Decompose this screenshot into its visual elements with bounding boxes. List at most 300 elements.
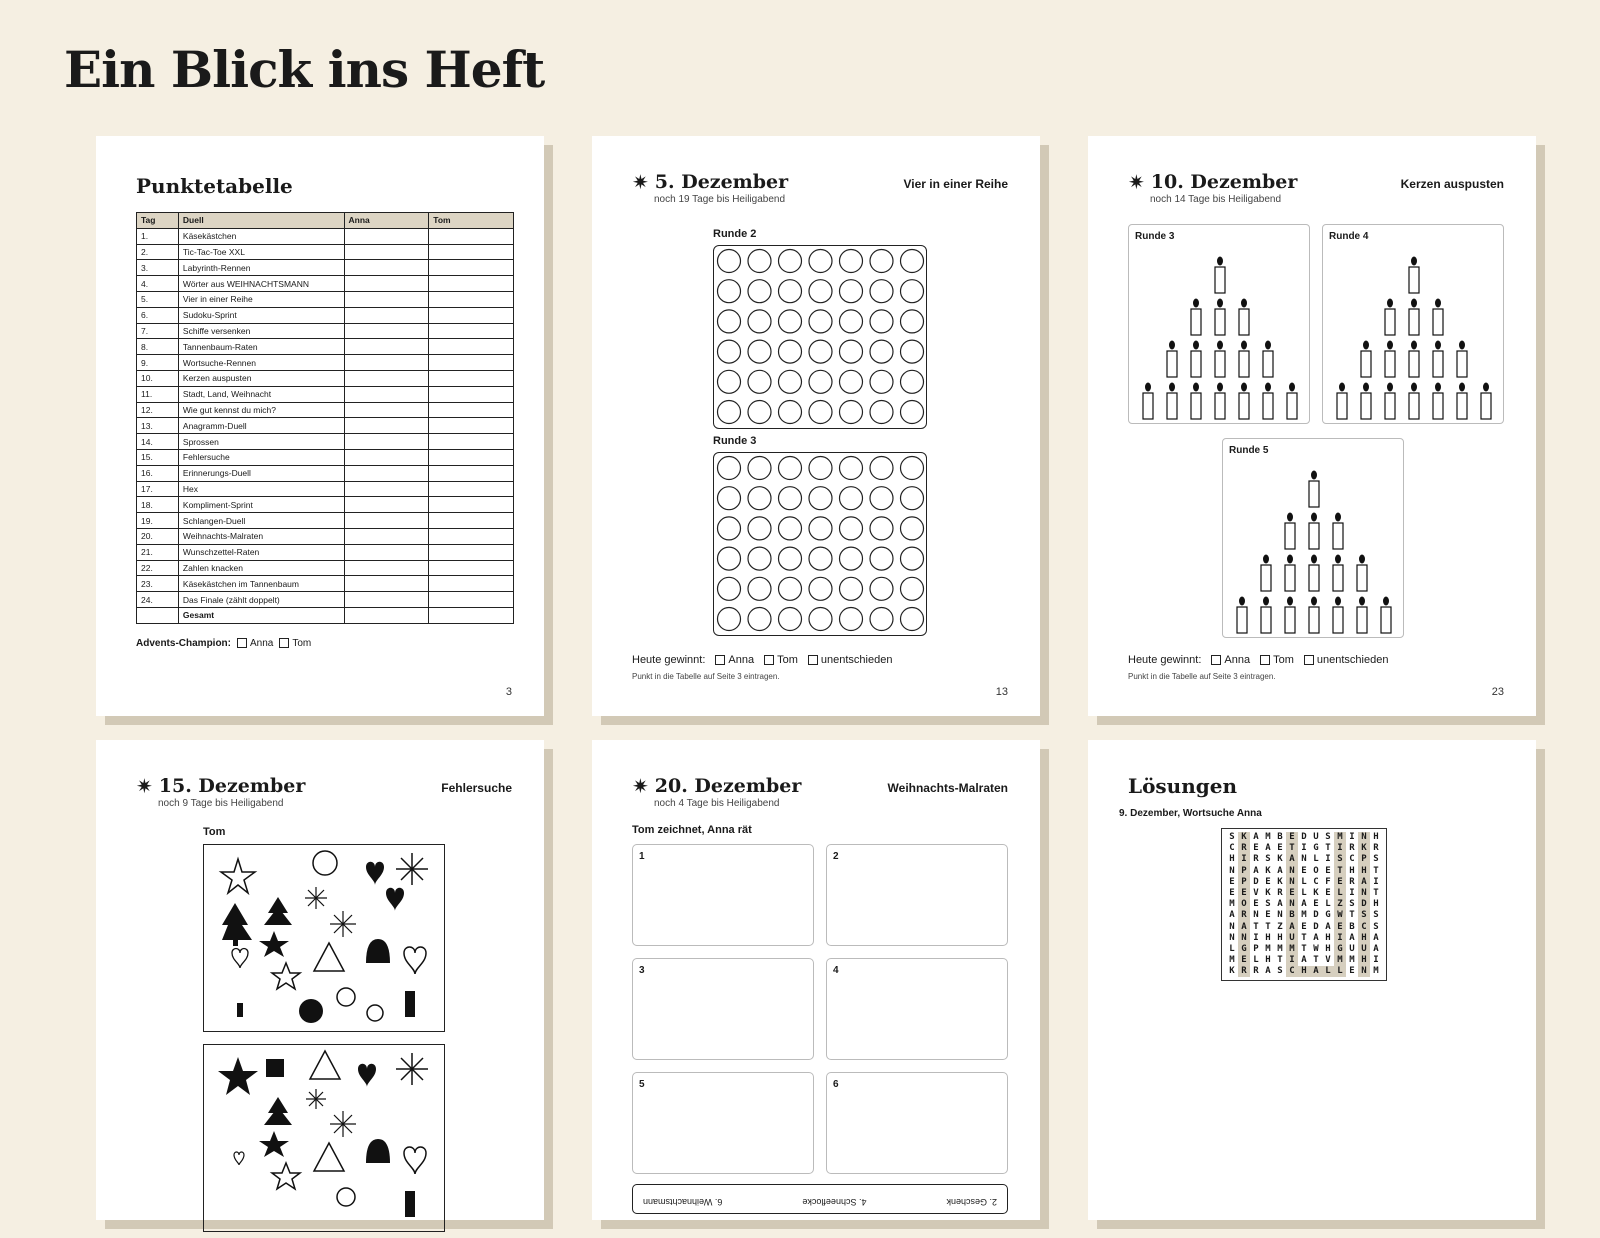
candle-icon[interactable]: [1409, 257, 1419, 294]
candle-icon[interactable]: [1361, 341, 1371, 378]
board-slot[interactable]: [840, 577, 863, 600]
candle-icon[interactable]: [1333, 555, 1343, 592]
candle-icon[interactable]: [1385, 383, 1395, 420]
board-slot[interactable]: [870, 250, 893, 273]
wordsearch-cell: N: [1358, 966, 1370, 977]
board-slot[interactable]: [718, 310, 741, 333]
wordsearch-cell: N: [1286, 866, 1298, 877]
candle-icon[interactable]: [1433, 341, 1443, 378]
day-cell: 21.: [137, 544, 179, 560]
wordsearch-cell: E: [1301, 921, 1307, 932]
champion-label: Advents-Champion:: [136, 638, 231, 649]
wordsearch-cell: U: [1313, 832, 1319, 842]
candle-icon[interactable]: [1457, 383, 1467, 420]
board-slot[interactable]: [718, 457, 741, 480]
candle-icon[interactable]: [1143, 383, 1153, 420]
board-slot[interactable]: [779, 280, 802, 303]
score-cell-anna[interactable]: [344, 528, 429, 544]
column-header: Tag: [137, 213, 179, 229]
wordsearch-cell: L: [1334, 966, 1346, 977]
board-slot[interactable]: [779, 487, 802, 510]
board-slot[interactable]: [748, 340, 771, 363]
score-cell-tom[interactable]: [429, 228, 514, 244]
wordsearch-cell: E: [1238, 888, 1250, 899]
wordsearch-cell: H: [1373, 832, 1379, 842]
score-cell-tom[interactable]: [429, 449, 514, 465]
score-cell-tom[interactable]: [429, 497, 514, 513]
score-cell-anna[interactable]: [344, 244, 429, 260]
board-slot[interactable]: [748, 547, 771, 570]
board-slot[interactable]: [870, 310, 893, 333]
score-cell-anna[interactable]: [344, 276, 429, 292]
score-cell-anna[interactable]: [344, 418, 429, 434]
board-slot[interactable]: [718, 340, 741, 363]
candle-icon[interactable]: [1239, 383, 1249, 420]
game-name: Kerzen auspusten: [1400, 177, 1504, 191]
board-slot[interactable]: [840, 608, 863, 631]
day-cell: 10.: [137, 370, 179, 386]
wordsearch-cell: Z: [1277, 921, 1283, 932]
wordsearch-row: [1226, 966, 1382, 977]
candle-icon[interactable]: [1309, 513, 1319, 550]
wordsearch-cell: C: [1358, 922, 1370, 933]
candle-icon[interactable]: [1285, 597, 1295, 634]
checkbox-icon[interactable]: [1304, 655, 1314, 665]
preview-page-weihnachts-malraten: [592, 740, 1040, 1220]
board-slot[interactable]: [748, 577, 771, 600]
candle-icon[interactable]: [1309, 471, 1319, 508]
wordsearch-cell: B: [1277, 832, 1283, 842]
wordsearch-cell: R: [1373, 843, 1379, 854]
candle-icon[interactable]: [1285, 513, 1295, 550]
candle-icon[interactable]: [1361, 383, 1371, 420]
wordsearch-cell: H: [1349, 865, 1355, 876]
champion-option[interactable]: Tom: [279, 638, 311, 649]
board-slot[interactable]: [809, 517, 832, 540]
board-slot[interactable]: [809, 457, 832, 480]
candle-icon[interactable]: [1409, 383, 1419, 420]
candle-icon[interactable]: [1215, 383, 1225, 420]
board-slot[interactable]: [901, 457, 924, 480]
candle-icon[interactable]: [1409, 341, 1419, 378]
wordsearch-cell: S: [1334, 854, 1346, 865]
candle-icon[interactable]: [1381, 597, 1391, 634]
candle-icon[interactable]: [1263, 383, 1273, 420]
candle-icon[interactable]: [1357, 597, 1367, 634]
candle-icon[interactable]: [1215, 257, 1225, 294]
score-cell-tom[interactable]: [429, 339, 514, 355]
day-cell: 11.: [137, 386, 179, 402]
wordsearch-cell: R: [1349, 843, 1355, 854]
winner-option[interactable]: unentschieden: [808, 654, 893, 666]
wordsearch-cell: G: [1334, 944, 1346, 955]
duel-cell: Anagramm-Duell: [178, 418, 344, 434]
candle-icon[interactable]: [1309, 555, 1319, 592]
score-cell-tom[interactable]: [429, 560, 514, 576]
candle-icon[interactable]: [1215, 299, 1225, 336]
score-cell-anna[interactable]: [344, 339, 429, 355]
candle-icon[interactable]: [1385, 341, 1395, 378]
table-row: [137, 402, 514, 418]
score-cell-anna[interactable]: [344, 260, 429, 276]
board-slot[interactable]: [748, 310, 771, 333]
day-cell: [137, 607, 179, 623]
score-cell-tom[interactable]: [429, 465, 514, 481]
wordsearch-row: [1226, 866, 1382, 877]
score-cell-anna[interactable]: [344, 434, 429, 450]
christmas-symbols-picture: [204, 845, 446, 1033]
duel-cell: Käsekästchen: [178, 228, 344, 244]
score-cell-anna[interactable]: [344, 513, 429, 529]
flipped-word: 2. Geschenk: [946, 1197, 997, 1207]
page-number: 3: [505, 686, 512, 698]
board-slot[interactable]: [840, 517, 863, 540]
wordsearch-cell: K: [1238, 832, 1250, 843]
day-cell: 15.: [137, 449, 179, 465]
board-slot[interactable]: [870, 457, 893, 480]
wordsearch-cell: E: [1265, 876, 1271, 887]
drawing-box[interactable]: [826, 958, 1008, 1060]
score-cell-tom[interactable]: [429, 576, 514, 592]
note: Punkt in die Tabelle auf Seite 3 eintragen.: [632, 672, 780, 681]
wordsearch-cell: T: [1265, 921, 1271, 932]
board-slot[interactable]: [870, 577, 893, 600]
score-cell-tom[interactable]: [429, 513, 514, 529]
winner-option[interactable]: Anna: [715, 654, 754, 666]
score-cell-tom[interactable]: [429, 592, 514, 608]
total-cell-tom[interactable]: [429, 607, 514, 623]
score-cell-tom[interactable]: [429, 276, 514, 292]
board-slot[interactable]: [748, 401, 771, 424]
round-label: Runde 4: [1329, 231, 1369, 242]
preview-page-score-table: [96, 136, 544, 716]
checkbox-icon[interactable]: [1260, 655, 1270, 665]
board-slot[interactable]: [840, 401, 863, 424]
winner-option[interactable]: unentschieden: [1304, 654, 1389, 666]
wordsearch-cell: T: [1334, 866, 1346, 877]
winner-line: [1128, 654, 1388, 666]
score-cell-anna[interactable]: [344, 291, 429, 307]
board-slot[interactable]: [809, 340, 832, 363]
board-slot[interactable]: [870, 401, 893, 424]
board-slot[interactable]: [870, 487, 893, 510]
board-slot[interactable]: [840, 547, 863, 570]
score-cell-anna[interactable]: [344, 228, 429, 244]
board-slot[interactable]: [748, 457, 771, 480]
flipped-word: 6. Weihnachtsmann: [643, 1197, 723, 1207]
connect-four-board: [714, 246, 925, 427]
score-cell-anna[interactable]: [344, 323, 429, 339]
board-slot[interactable]: [718, 608, 741, 631]
wordsearch-cell: M: [1229, 955, 1235, 966]
candle-icon[interactable]: [1263, 341, 1273, 378]
score-cell-tom[interactable]: [429, 528, 514, 544]
connect-four-board: [714, 453, 925, 634]
candle-icon[interactable]: [1409, 299, 1419, 336]
wordsearch-cell: E: [1349, 966, 1355, 977]
wordsearch-cell: N: [1286, 899, 1298, 910]
board-slot[interactable]: [809, 487, 832, 510]
candle-icon[interactable]: [1215, 341, 1225, 378]
board-slot[interactable]: [718, 577, 741, 600]
day-cell: 1.: [137, 228, 179, 244]
day-cell: 2.: [137, 244, 179, 260]
round-box: [1222, 438, 1404, 638]
checkbox-icon[interactable]: [808, 655, 818, 665]
checkbox-icon[interactable]: [764, 655, 774, 665]
wordsearch-cell: A: [1265, 843, 1271, 854]
board-slot[interactable]: [718, 370, 741, 393]
board-slot[interactable]: [809, 370, 832, 393]
wordsearch-cell: L: [1301, 887, 1307, 898]
candle-icon[interactable]: [1333, 513, 1343, 550]
candle-icon[interactable]: [1385, 299, 1395, 336]
wordsearch-cell: N: [1277, 910, 1283, 921]
candle-icon[interactable]: [1191, 341, 1201, 378]
player-label: Tom: [203, 826, 226, 838]
board-slot[interactable]: [748, 250, 771, 273]
board-slot[interactable]: [870, 340, 893, 363]
board-slot[interactable]: [901, 577, 924, 600]
duel-cell: Käsekästchen im Tannenbaum: [178, 576, 344, 592]
board-slot[interactable]: [779, 517, 802, 540]
drawing-box[interactable]: [632, 958, 814, 1060]
table-row: [137, 544, 514, 560]
table-row: [137, 418, 514, 434]
candle-icon[interactable]: [1285, 555, 1295, 592]
page-title: Punktetabelle: [136, 174, 293, 198]
board-slot[interactable]: [901, 401, 924, 424]
board-slot[interactable]: [901, 517, 924, 540]
candle-icon[interactable]: [1287, 383, 1297, 420]
wordsearch-row: [1226, 877, 1382, 888]
day-cell: 4.: [137, 276, 179, 292]
board-slot[interactable]: [840, 250, 863, 273]
score-cell-tom[interactable]: [429, 418, 514, 434]
wordsearch-cell: I: [1349, 887, 1355, 898]
score-cell-tom[interactable]: [429, 386, 514, 402]
score-cell-anna[interactable]: [344, 465, 429, 481]
board-slot[interactable]: [718, 401, 741, 424]
score-cell-anna[interactable]: [344, 449, 429, 465]
board-slot[interactable]: [901, 280, 924, 303]
winner-option[interactable]: Tom: [764, 654, 798, 666]
wordsearch-cell: S: [1325, 832, 1331, 842]
wordsearch-cell: R: [1349, 876, 1355, 887]
winner-option[interactable]: Tom: [1260, 654, 1294, 666]
checkbox-icon[interactable]: [279, 638, 289, 648]
candle-icon[interactable]: [1237, 597, 1247, 634]
board-slot[interactable]: [748, 487, 771, 510]
score-cell-tom[interactable]: [429, 291, 514, 307]
board-slot[interactable]: [901, 547, 924, 570]
candle-icon[interactable]: [1433, 299, 1443, 336]
wordsearch-cell: N: [1358, 888, 1370, 899]
candle-icon[interactable]: [1481, 383, 1491, 420]
table-row: [137, 434, 514, 450]
board-slot[interactable]: [809, 401, 832, 424]
wordsearch-cell: C: [1229, 843, 1235, 854]
board-slot[interactable]: [901, 250, 924, 273]
wordsearch-row: [1226, 910, 1382, 921]
wordsearch-cell: E: [1301, 865, 1307, 876]
score-cell-anna[interactable]: [344, 481, 429, 497]
wordsearch-cell: S: [1373, 921, 1379, 932]
candle-icon[interactable]: [1261, 597, 1271, 634]
total-cell-anna[interactable]: [344, 607, 429, 623]
score-cell-tom[interactable]: [429, 260, 514, 276]
box-number: 4: [833, 965, 839, 976]
board-slot[interactable]: [779, 370, 802, 393]
solution-subtitle: 9. Dezember, Wortsuche Anna: [1119, 808, 1262, 819]
wordsearch-cell: E: [1334, 922, 1346, 933]
score-cell-tom[interactable]: [429, 402, 514, 418]
round-box: [1322, 224, 1504, 424]
drawing-box[interactable]: [826, 1072, 1008, 1174]
drawing-box[interactable]: [632, 844, 814, 946]
day-cell: 9.: [137, 355, 179, 371]
note: Punkt in die Tabelle auf Seite 3 eintragen.: [1128, 672, 1276, 681]
wordsearch-cell: K: [1265, 865, 1271, 876]
board-slot[interactable]: [840, 280, 863, 303]
checkbox-icon[interactable]: [1211, 655, 1221, 665]
board-slot[interactable]: [840, 457, 863, 480]
round-label: Runde 2: [713, 228, 757, 240]
score-cell-tom[interactable]: [429, 434, 514, 450]
board-slot[interactable]: [779, 340, 802, 363]
board-slot[interactable]: [901, 340, 924, 363]
candle-icon[interactable]: [1261, 555, 1271, 592]
wordsearch-cell: H: [1358, 866, 1370, 877]
score-cell-anna[interactable]: [344, 497, 429, 513]
score-cell-anna[interactable]: [344, 355, 429, 371]
wordsearch-cell: A: [1373, 932, 1379, 943]
board-slot[interactable]: [901, 370, 924, 393]
board-slot[interactable]: [779, 310, 802, 333]
candle-icon[interactable]: [1457, 341, 1467, 378]
candle-icon[interactable]: [1167, 383, 1177, 420]
table-row: [137, 323, 514, 339]
wordsearch-cell: R: [1253, 966, 1259, 977]
candle-icon[interactable]: [1333, 597, 1343, 634]
candle-icon[interactable]: [1357, 555, 1367, 592]
board-slot[interactable]: [779, 608, 802, 631]
board-slot[interactable]: [840, 340, 863, 363]
wordsearch-cell: T: [1325, 843, 1331, 854]
score-cell-tom[interactable]: [429, 323, 514, 339]
board-slot[interactable]: [718, 517, 741, 540]
board-slot[interactable]: [840, 310, 863, 333]
snowflake-icon: [396, 853, 428, 885]
board-slot[interactable]: [779, 401, 802, 424]
table-row: [137, 513, 514, 529]
board-slot[interactable]: [748, 608, 771, 631]
board-slot[interactable]: [809, 547, 832, 570]
wordsearch-cell: I: [1373, 955, 1379, 966]
board-slot[interactable]: [809, 280, 832, 303]
board-slot[interactable]: [901, 608, 924, 631]
wordsearch-row: [1226, 955, 1382, 966]
board-slot[interactable]: [718, 250, 741, 273]
wordsearch-cell: L: [1313, 854, 1319, 865]
board-slot[interactable]: [809, 577, 832, 600]
board-slot[interactable]: [870, 608, 893, 631]
score-cell-tom[interactable]: [429, 355, 514, 371]
candle-icon[interactable]: [1191, 299, 1201, 336]
score-cell-anna[interactable]: [344, 592, 429, 608]
game-name: Fehlersuche: [441, 781, 512, 795]
board-slot[interactable]: [718, 280, 741, 303]
board-slot[interactable]: [718, 487, 741, 510]
score-cell-tom[interactable]: [429, 481, 514, 497]
score-cell-tom[interactable]: [429, 544, 514, 560]
checkbox-icon[interactable]: [715, 655, 725, 665]
board-slot[interactable]: [870, 547, 893, 570]
candle-icon[interactable]: [1191, 383, 1201, 420]
board-slot[interactable]: [809, 608, 832, 631]
candle-icon[interactable]: [1433, 383, 1443, 420]
score-cell-tom[interactable]: [429, 244, 514, 260]
flipped-solution-strip: [632, 1184, 1008, 1214]
score-cell-tom[interactable]: [429, 307, 514, 323]
score-cell-anna[interactable]: [344, 370, 429, 386]
board-slot[interactable]: [748, 517, 771, 540]
board-slot[interactable]: [779, 577, 802, 600]
board-slot[interactable]: [779, 457, 802, 480]
score-cell-anna[interactable]: [344, 307, 429, 323]
board-slot[interactable]: [901, 310, 924, 333]
score-cell-anna[interactable]: [344, 386, 429, 402]
candle-icon[interactable]: [1239, 299, 1249, 336]
board-slot[interactable]: [870, 370, 893, 393]
champion-option[interactable]: Anna: [237, 638, 273, 649]
board-slot[interactable]: [901, 487, 924, 510]
wordsearch-cell: T: [1373, 887, 1379, 898]
preview-page-fehlersuche: [96, 740, 544, 1220]
winner-option[interactable]: Anna: [1211, 654, 1250, 666]
candle-icon[interactable]: [1337, 383, 1347, 420]
wordsearch-cell: I: [1286, 955, 1298, 966]
score-cell-anna[interactable]: [344, 560, 429, 576]
wordsearch-cell: M: [1349, 955, 1355, 966]
candle-icon[interactable]: [1309, 597, 1319, 634]
score-cell-anna[interactable]: [344, 544, 429, 560]
duel-cell: Wortsuche-Rennen: [178, 355, 344, 371]
score-cell-tom[interactable]: [429, 370, 514, 386]
wordsearch-cell: M: [1373, 966, 1379, 977]
drawing-box[interactable]: [826, 844, 1008, 946]
board-slot[interactable]: [809, 250, 832, 273]
board-slot[interactable]: [870, 517, 893, 540]
score-cell-anna[interactable]: [344, 402, 429, 418]
board-slot[interactable]: [809, 310, 832, 333]
board-slot[interactable]: [779, 547, 802, 570]
checkbox-icon[interactable]: [237, 638, 247, 648]
board-slot[interactable]: [779, 250, 802, 273]
wordsearch-cell: I: [1253, 932, 1259, 943]
board-slot[interactable]: [840, 370, 863, 393]
candle-icon[interactable]: [1239, 341, 1249, 378]
wordsearch-cell: N: [1301, 854, 1307, 865]
board-slot[interactable]: [748, 370, 771, 393]
drawing-box[interactable]: [632, 1072, 814, 1174]
board-slot[interactable]: [870, 280, 893, 303]
board-slot[interactable]: [840, 487, 863, 510]
score-cell-anna[interactable]: [344, 576, 429, 592]
board-slot[interactable]: [718, 547, 741, 570]
board-slot[interactable]: [748, 280, 771, 303]
candle-icon[interactable]: [1167, 341, 1177, 378]
